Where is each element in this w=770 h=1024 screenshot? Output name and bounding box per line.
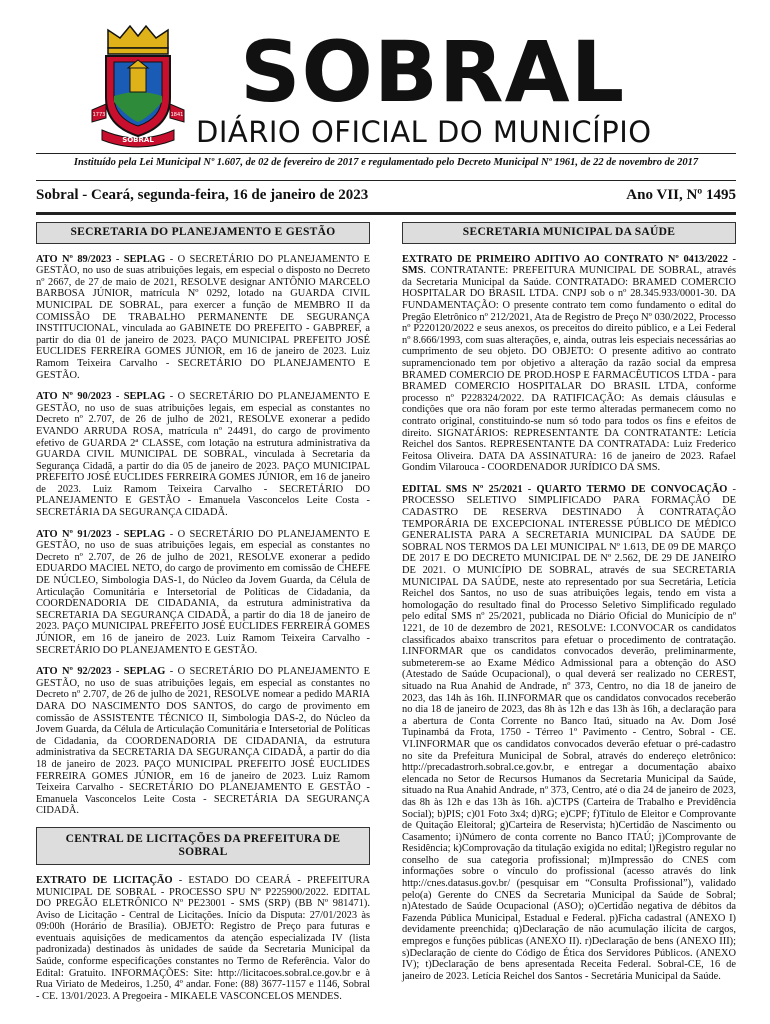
act-heading: ATO Nº 91/2023 - SEPLAG xyxy=(36,528,166,540)
crest-year-right: 1841 xyxy=(170,112,184,118)
licitacao-heading: EXTRATO DE LICITAÇÃO xyxy=(36,874,173,886)
municipal-crest-icon xyxy=(88,18,188,148)
aditivo-heading: EXTRATO DE PRIMEIRO ADITIVO AO CONTRATO Nº 0413/2022 - SMS xyxy=(402,253,736,277)
legal-basis: Instituído pela Lei Municipal Nº 1.607, de 02 de fevereiro de 2017 e regulamentado pelo Decreto Municipal Nº 1961, de 22 de novembro de 2017 xyxy=(73,157,699,168)
section-heading-planejamento: SECRETARIA DO PLANEJAMENTO E GESTÃO xyxy=(36,222,370,244)
licitacao-paragraph xyxy=(36,875,370,1003)
act-paragraph xyxy=(36,666,370,817)
edital-body: - PROCESSO SELETIVO SIMPLIFICADO PARA FORMAÇÃO DE CADASTRO DE RESERVA DESTINADO À CONTRATAÇÃO TEMPORÁRIA DE EXCEPCIONAL INTERESSE PÚBLICO DE MÉDICO GENERALISTA PARA A SECRETARIA MUNICIPAL DA SAÚDE DE SOBRAL NOS TERMOS DA LEI MUNICIPAL Nº 1.613, DE 09 DE MARÇO DE 2017 E DO DECRETO MUNICIPAL DE Nº 2.562, DE 29 DE JANEIRO DE 2021. O MUNICÍPIO DE SOBRAL, através de sua SECRETARIA MUNICIPAL DA SAÚDE, neste ato representado por sua Secretária, Letícia Reichel dos Santos, no uso de suas atribuições legais, tendo em vista a homologação do resultado final do Processo Seletivo Simplificado regulado pelo edital SMS nº 25/2021, publicada no Diário Oficial do Município de nº 1221, de 10 de dezembro de 2021, RESOLVE: I.CONVOCAR os candidatos classificados abaixo transcritos para efetuar o procedimento de contratação. I.INFORMAR que os candidatos convocados deverão, preliminarmente, submeterem-se ao Exame Médico Admissional para a obtenção do ASO (Atestado de Saúde Ocupacional), o qual deverá ser realizado no CEREST, situado na Rua Anahid de Andrade, nº 373, Centro, no dia 18 de janeiro de 2023, das 14h às 16h. II.INFORMAR que os candidatos convocados receberão no dia 18 de janeiro de 2023, das 8h às 12h e das 13h às 16h, a declaração para a abertura de Conta Corrente no Banco Itaú, situado na Av. Dom José Tupinambá da Frota, 1750 - Térreo 1º Pavimento - Centro, Sobral - CE. VI.INFORMAR que os candidatos convocados deverão efetuar o pré-cadastro no site da Prefeitura Municipal de Sobral, através do endereço eletrônico: http://precadastrorh.sobral.ce.gov.br, e entregar a documentação abaixo elencada no Setor de Recursos Humanos da Secretaria Municipal da Saúde, situado na Rua Anahid Andrade, nº 373, Centro, até o dia 24 de janeiro de 2023, das 8h às 12h e das 13h às 16h. a)CTPS (Carteira de Trabalho e Previdência Social); b)PIS; c)01 Foto 3x4; d)RG; e)CPF; f)Título de Eleitor e Comprovante de Quitação Eleitoral; g)Carteira de Reservista; h)Certidão de Nascimento ou Casamento; i)Número de conta corrente no Banco ITAÚ; j)Comprovante de Residência; k)Comprovação da titulação exigida no edital; l)Registro regular no conselho de sua categoria profissional; m)Impressão do CNES com informações sobre o vínculo do profissional (acesso através do link http://cnes.datasus.gov.br/ (pesquisar em “Consulta Profissional”), validado pelo(a) Gerente do CNES da Secretaria Municipal da Saúde de Sobral; n)Atestado de Saúde Ocupacional (ASO); o)Certidão negativa de débitos da Fazenda Pública Municipal, Estadual e Federal. p)Ficha cadastral (ANEXO I) devidamente preenchida; q)Declaração de não acumulação ilícita de cargos, empregos e funções públicas (ANEXO II). r)Declaração de bens (ANEXO III); s)Declaração de ciente do Código de Ética dos Servidores Públicos. (ANEXO IV); t)Declaração de bens apresentada Receita Federal. Sobral-CE, 16 de janeiro de 2023. Letícia Reichel dos Santos - Secretária Municipal da Saúde. xyxy=(402,483,736,982)
edital-paragraph xyxy=(402,484,736,983)
act-body: - O SECRETÁRIO DO PLANEJAMENTO E GESTÃO, no uso de suas atribuições legais, em especial as constantes no Decreto nº 2.707, de 26 de julho de 2021, RESOLVE exonerar a pedido EVANDO ARRUDA ROSA, matrícula nº 24491, do cargo de provimento efetivo de GUARDA 2ª CLASSE, com lotação na estrutura administrativa da GUARDA CIVIL MUNICIPAL DE SOBRAL, vinculada à Secretaria da Segurança Cidadã, a partir do dia 05 de janeiro de 2023. PAÇO MUNICIPAL PREFEITO JOSÉ EUCLIDES FERREIRA GOMES JÚNIOR, em 16 de janeiro de 2023. Luiz Ramom Teixeira Carvalho - SECRETÁRIO DO PLANEJAMENTO E GESTÃO - Emanuela Vasconcelos Leite Costa - SECRETÁRIA DA SEGURANÇA CIDADÃ. xyxy=(36,391,370,519)
act-heading: ATO Nº 89/2023 - SEPLAG xyxy=(36,253,166,265)
crest-banner-text: SOBRAL xyxy=(122,136,154,144)
act-body: - O SECRETÁRIO DO PLANEJAMENTO E GESTÃO, no uso de suas atribuições legais, em especial as constantes no Decreto nº 2.707, de 26 de julho de 2021, RESOLVE exonerar a pedido EDUARDO MACIEL NETO, do cargo de provimento em comissão de CHEFE DE NÚCLEO, Simbologia DAS-1, do Núcleo da Jovem Guarda, da Célula de Articulação Comunitária e Intersetorial de Políticas de Cidadania, da COORDENADORIA DE CIDADANIA, da estrutura administrativa da SECRETARIA DA SEGURANÇA CIDADÃ, a partir do dia 18 de janeiro de 2023. PAÇO MUNICIPAL PREFEITO JOSÉ EUCLIDES FERREIRA GOMES JÚNIOR, em 16 de janeiro de 2023. Luiz Ramom Teixeira Carvalho - SECRETÁRIO DO PLANEJAMENTO E GESTÃO. xyxy=(36,528,370,656)
dateline-divider xyxy=(36,212,736,215)
act-body: - O SECRETÁRIO DO PLANEJAMENTO E GESTÃO, no uso de suas atribuições legais, em especial o disposto no Decreto nº 2667, de 27 de maio de 2021, RESOLVE designar ANTÔNIO MARCELO BARBOSA JÚNIOR, matrícula Nº 0292, lotado na GUARDA CIVIL MUNICIPAL DE SOBRAL, para exercer a função de MEMBRO II da COMISSÃO DE TRABALHO PERMANENTE DE SEGURANÇA INSTITUCIONAL, vinculada ao GABINETE DO PREFEITO - GABPREF, a partir do dia 01 de janeiro de 2023. PAÇO MUNICIPAL PREFEITO JOSÉ EUCLIDES FERREIRA GOMES JÚNIOR, em 16 de janeiro de 2023. Luiz Ramom Teixeira Carvalho - SECRETÁRIO DO PLANEJAMENTO E GESTÃO. xyxy=(36,253,370,381)
act-body: - O SECRETÁRIO DO PLANEJAMENTO E GESTÃO, no uso de suas atribuições legais, em especial as constantes no Decreto nº 2.707, de 26 de julho de 2021, RESOLVE nomear a pedido MARIA DARA DO NASCIMENTO DOS SANTOS, do cargo de provimento em comissão de ASSISTENTE TÉCNICO II, Simbologia DAS-2, do Núcleo da Jovem Guarda, da Célula de Articulação Comunitária e Intersetorial de Políticas de Cidadania, da COORDENADORIA DE CIDADANIA, da estrutura administrativa da SECRETARIA DA SEGURANÇA CIDADÃ, a partir do dia 18 de janeiro de 2023. PAÇO MUNICIPAL PREFEITO JOSÉ EUCLIDES FERREIRA GOMES JÚNIOR, em 16 de janeiro de 2023. Luiz Ramom Teixeira Carvalho - SECRETÁRIO DO PLANEJAMENTO E GESTÃO - Emanuela Vasconcelos Leite Costa - SECRETÁRIA DA SEGURANÇA CIDADÃ. xyxy=(36,666,370,817)
section-heading-saude: SECRETARIA MUNICIPAL DA SAÚDE xyxy=(402,222,736,244)
newspaper-title: SOBRAL xyxy=(240,23,626,121)
header-divider xyxy=(36,180,736,181)
header-divider xyxy=(36,153,736,154)
act-heading: ATO Nº 90/2023 - SEPLAG xyxy=(36,391,166,403)
act-heading: ATO Nº 92/2023 - SEPLAG xyxy=(36,666,166,678)
crest-year-left: 1773 xyxy=(92,112,106,118)
act-paragraph xyxy=(36,529,370,657)
act-paragraph xyxy=(36,254,370,382)
issue-edition: Ano VII, Nº 1495 xyxy=(626,187,736,203)
left-column xyxy=(36,222,370,1012)
licitacao-body: - ESTADO DO CEARÁ - PREFEITURA MUNICIPAL DE SOBRAL - PROCESSO SPU Nº P225900/2022. EDITAL DO PREGÃO ELETRÔNICO Nº PE23001 - SMS (SRP) (BB Nº 981471). Aviso de Licitação - Central de Licitações. Início da Disputa: 27/01/2023 às 09:00h (Horário de Brasília). OBJETO: Registro de Preço para futuras e eventuais aquisições de medicamentos da atenção especializada IV (lista padronizada) destinados às unidades de saúde da Secretaria Municipal da Saúde, conforme especificações constantes no Termo de Referência. Valor do Edital: Gratuito. INFORMAÇÕES: Site: http://licitacoes.sobral.ce.gov.br e à Rua Viriato de Medeiros, 1.250, 4º andar. Fone: (88) 3677-1157 e 1146, Sobral - CE. 13/01/2023. A Pregoeira - MIKAELE VASCONCELOS MENDES. xyxy=(36,874,370,1002)
right-column xyxy=(402,222,736,992)
act-paragraph xyxy=(36,391,370,519)
issue-date: Sobral - Ceará, segunda-feira, 16 de janeiro de 2023 xyxy=(36,187,369,203)
section-heading-licitacoes: CENTRAL DE LICITAÇÕES DA PREFEITURA DE SOBRAL xyxy=(36,827,370,865)
masthead xyxy=(0,0,770,175)
newspaper-subtitle: DIÁRIO OFICIAL DO MUNICÍPIO xyxy=(196,115,652,149)
edital-heading: EDITAL SMS Nº 25/2021 - QUARTO TERMO DE CONVOCAÇÃO xyxy=(402,483,728,495)
aditivo-paragraph xyxy=(402,254,736,474)
dateline-bar xyxy=(36,187,736,207)
aditivo-body: . CONTRATANTE: PREFEITURA MUNICIPAL DE SOBRAL, através da Secretaria Municipal da Saúde. CONTRATADO: BRAMED COMERCIO HOSPITALAR DO BRASIL LTDA. CNPJ sob o nº 28.345.933/0001-30. DA FUNDAMENTAÇÃO: O presente contrato tem como fundamento o edital do Pregão Eletrônico nº 212/2021, Ata de Registro de Preço Nº 030/2022, Processo nº P220120/2022 e seus anexos, os preceitos do direito público, e a Lei Federal nº 8.666/1993, com suas alterações, e, ainda, outras leis especiais necessárias ao cumprimento de seu objeto. DO OBJETO: O presente aditivo ao contrato supramencionado tem por objetivo a alteração da razão social da empresa BRAMED COMERCIO DE PROD.HOSP E FARMACÊUTICOS LTDA - para BRAMED COMERCIO HOSPITALAR DO BRASIL LTDA, conforme processo nº P228324/2022. DA RATIFICAÇÃO: As demais cláusulas e condições que ora não foram por este termo alteradas permanecem como no contrato original, constituindo-se num só todo para todos os fins e efeitos de direito. SIGNATÁRIOS: REPRESENTANTE DA CONTRATANTE: Letícia Reichel dos Santos. REPRESENTANTE DA CONTRATADA: Luiz Frederico Feitosa Oliveira. DATA DA ASSINATURA: 16 de janeiro de 2023. Rafael Gondim Vilarouca - COORDENADOR JURÍDICO DA SMS. xyxy=(402,265,736,474)
